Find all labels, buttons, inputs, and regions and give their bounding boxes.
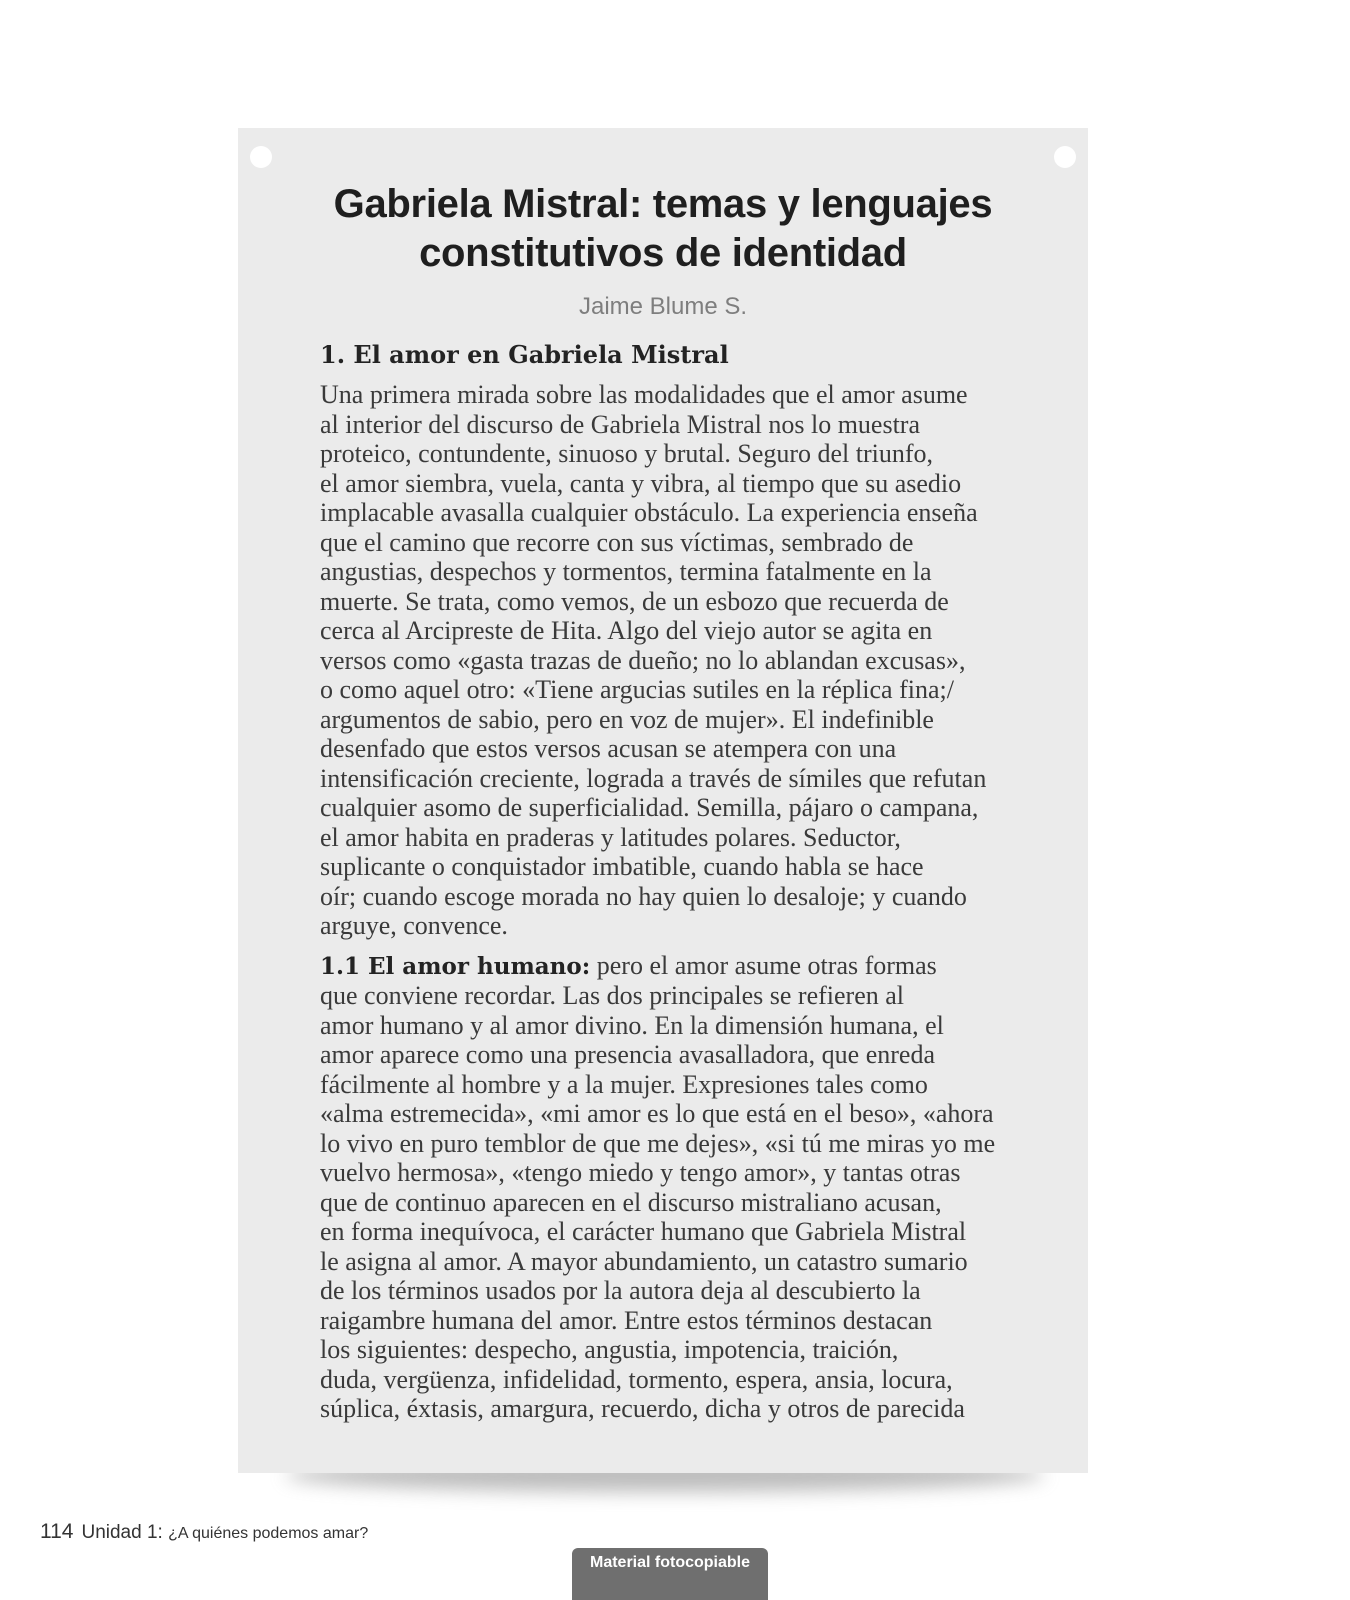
paragraph-line: «alma estremecida», «mi amor es lo que está en el beso», «ahora xyxy=(320,1099,994,1128)
paragraph-line xyxy=(320,951,1055,982)
punch-hole-right xyxy=(1054,146,1076,168)
paragraph-line: angustias, despechos y tormentos, termina fatalmente en la xyxy=(320,557,932,586)
paragraph-line: muerte. Se trata, como vemos, de un esbozo que recuerda de xyxy=(320,586,949,616)
article-title xyxy=(238,180,1088,278)
paragraph-text: pero el amor asume otras formas xyxy=(590,950,937,980)
paragraph-line: cerca al Arcipreste de Hita. Algo del viejo autor se agita en xyxy=(320,616,933,645)
paragraph-amor-humano xyxy=(320,951,1055,1424)
paragraph-line: que de continuo aparecen en el discurso mistraliano acusan, xyxy=(320,1187,942,1217)
paragraph-line: en forma inequívoca, el carácter humano que Gabriela Mistral xyxy=(320,1217,967,1246)
paragraph-line: vuelvo hermosa», «tengo miedo y tengo amor», y tantas otras xyxy=(320,1158,961,1187)
paragraph-line: implacable avasalla cualquier obstáculo. La experiencia enseña xyxy=(320,498,978,527)
title-line: constitutivos de identidad xyxy=(419,231,907,275)
page-footer xyxy=(40,1520,368,1544)
paragraph-line: oír; cuando escoge morada no hay quien lo desaloje; y cuando xyxy=(320,881,967,911)
paragraph-line: argumentos de sabio, pero en voz de mujer». El indefinible xyxy=(320,704,934,734)
paragraph-line: amor aparece como una presencia avasalladora, que enreda xyxy=(320,1040,935,1069)
paragraph-line: suplicante o conquistador imbatible, cuando habla se hace xyxy=(320,852,924,881)
paragraph-line: fácilmente al hombre y a la mujer. Expresiones tales como xyxy=(320,1069,928,1099)
paragraph-line: desenfado que estos versos acusan se atempera con una xyxy=(320,734,897,763)
paragraph-line: arguye, convence. xyxy=(320,911,508,940)
paragraph-line: el amor siembra, vuela, canta y vibra, al tiempo que su asedio xyxy=(320,468,962,498)
paragraph-line: proteico, contundente, sinuoso y brutal. Seguro del triunfo, xyxy=(320,439,934,468)
paragraph-line: amor humano y al amor divino. En la dimensión humana, el xyxy=(320,1010,944,1040)
paragraph-line: el amor habita en praderas y latitudes polares. Seductor, xyxy=(320,822,901,852)
paragraph-line: los siguientes: despecho, angustia, impotencia, traición, xyxy=(320,1335,899,1364)
subsection-heading: 1.1 El amor humano: xyxy=(320,952,591,980)
paragraph-line: que conviene recordar. Las dos principales se refieren al xyxy=(320,981,905,1010)
paragraph-line: al interior del discurso de Gabriela Mistral nos lo muestra xyxy=(320,409,921,439)
paragraph-line: o como aquel otro: «Tiene argucias sutiles en la réplica fina;/ xyxy=(320,675,954,704)
paragraph-line: intensificación creciente, lograda a través de símiles que refutan xyxy=(320,763,987,793)
paragraph-line: que el camino que recorre con sus víctimas, sembrado de xyxy=(320,527,914,557)
article-body xyxy=(320,340,1055,1434)
punch-hole-left xyxy=(250,146,272,168)
article-card xyxy=(238,128,1088,1473)
paragraph-line: lo vivo en puro temblor de que me dejes», «si tú me miras yo me xyxy=(320,1128,996,1158)
photocopy-badge: Material fotocopiable xyxy=(572,1548,768,1600)
paragraph-line: versos como «gasta trazas de dueño; no lo ablandan excusas», xyxy=(320,645,966,675)
unit-label: Unidad 1: xyxy=(81,1522,169,1543)
article-author: Jaime Blume S. xyxy=(578,293,748,320)
paragraph-line: súplica, éxtasis, amargura, recuerdo, dicha y otros de parecida xyxy=(320,1394,965,1423)
title-line: Gabriela Mistral: temas y lenguajes xyxy=(333,182,993,226)
paragraph-line: cualquier asomo de superficialidad. Semilla, pájaro o campana, xyxy=(320,793,979,822)
paragraph-line: Una primera mirada sobre las modalidades que el amor asume xyxy=(320,380,968,409)
page-number: 114 xyxy=(40,1520,74,1543)
paragraph-line: raigambre humana del amor. Entre estos términos destacan xyxy=(320,1305,933,1335)
paragraph-line: de los términos usados por la autora deja al descubierto la xyxy=(320,1276,921,1305)
section-heading: 1. El amor en Gabriela Mistral xyxy=(320,340,729,369)
paragraph-line: duda, vergüenza, infidelidad, tormento, espera, ansia, locura, xyxy=(320,1364,953,1394)
unit-title: ¿A quiénes podemos amar? xyxy=(168,1525,369,1542)
paragraph-line: le asigna al amor. A mayor abundamiento, un catastro sumario xyxy=(320,1246,968,1276)
paragraph-amor xyxy=(320,380,1055,941)
